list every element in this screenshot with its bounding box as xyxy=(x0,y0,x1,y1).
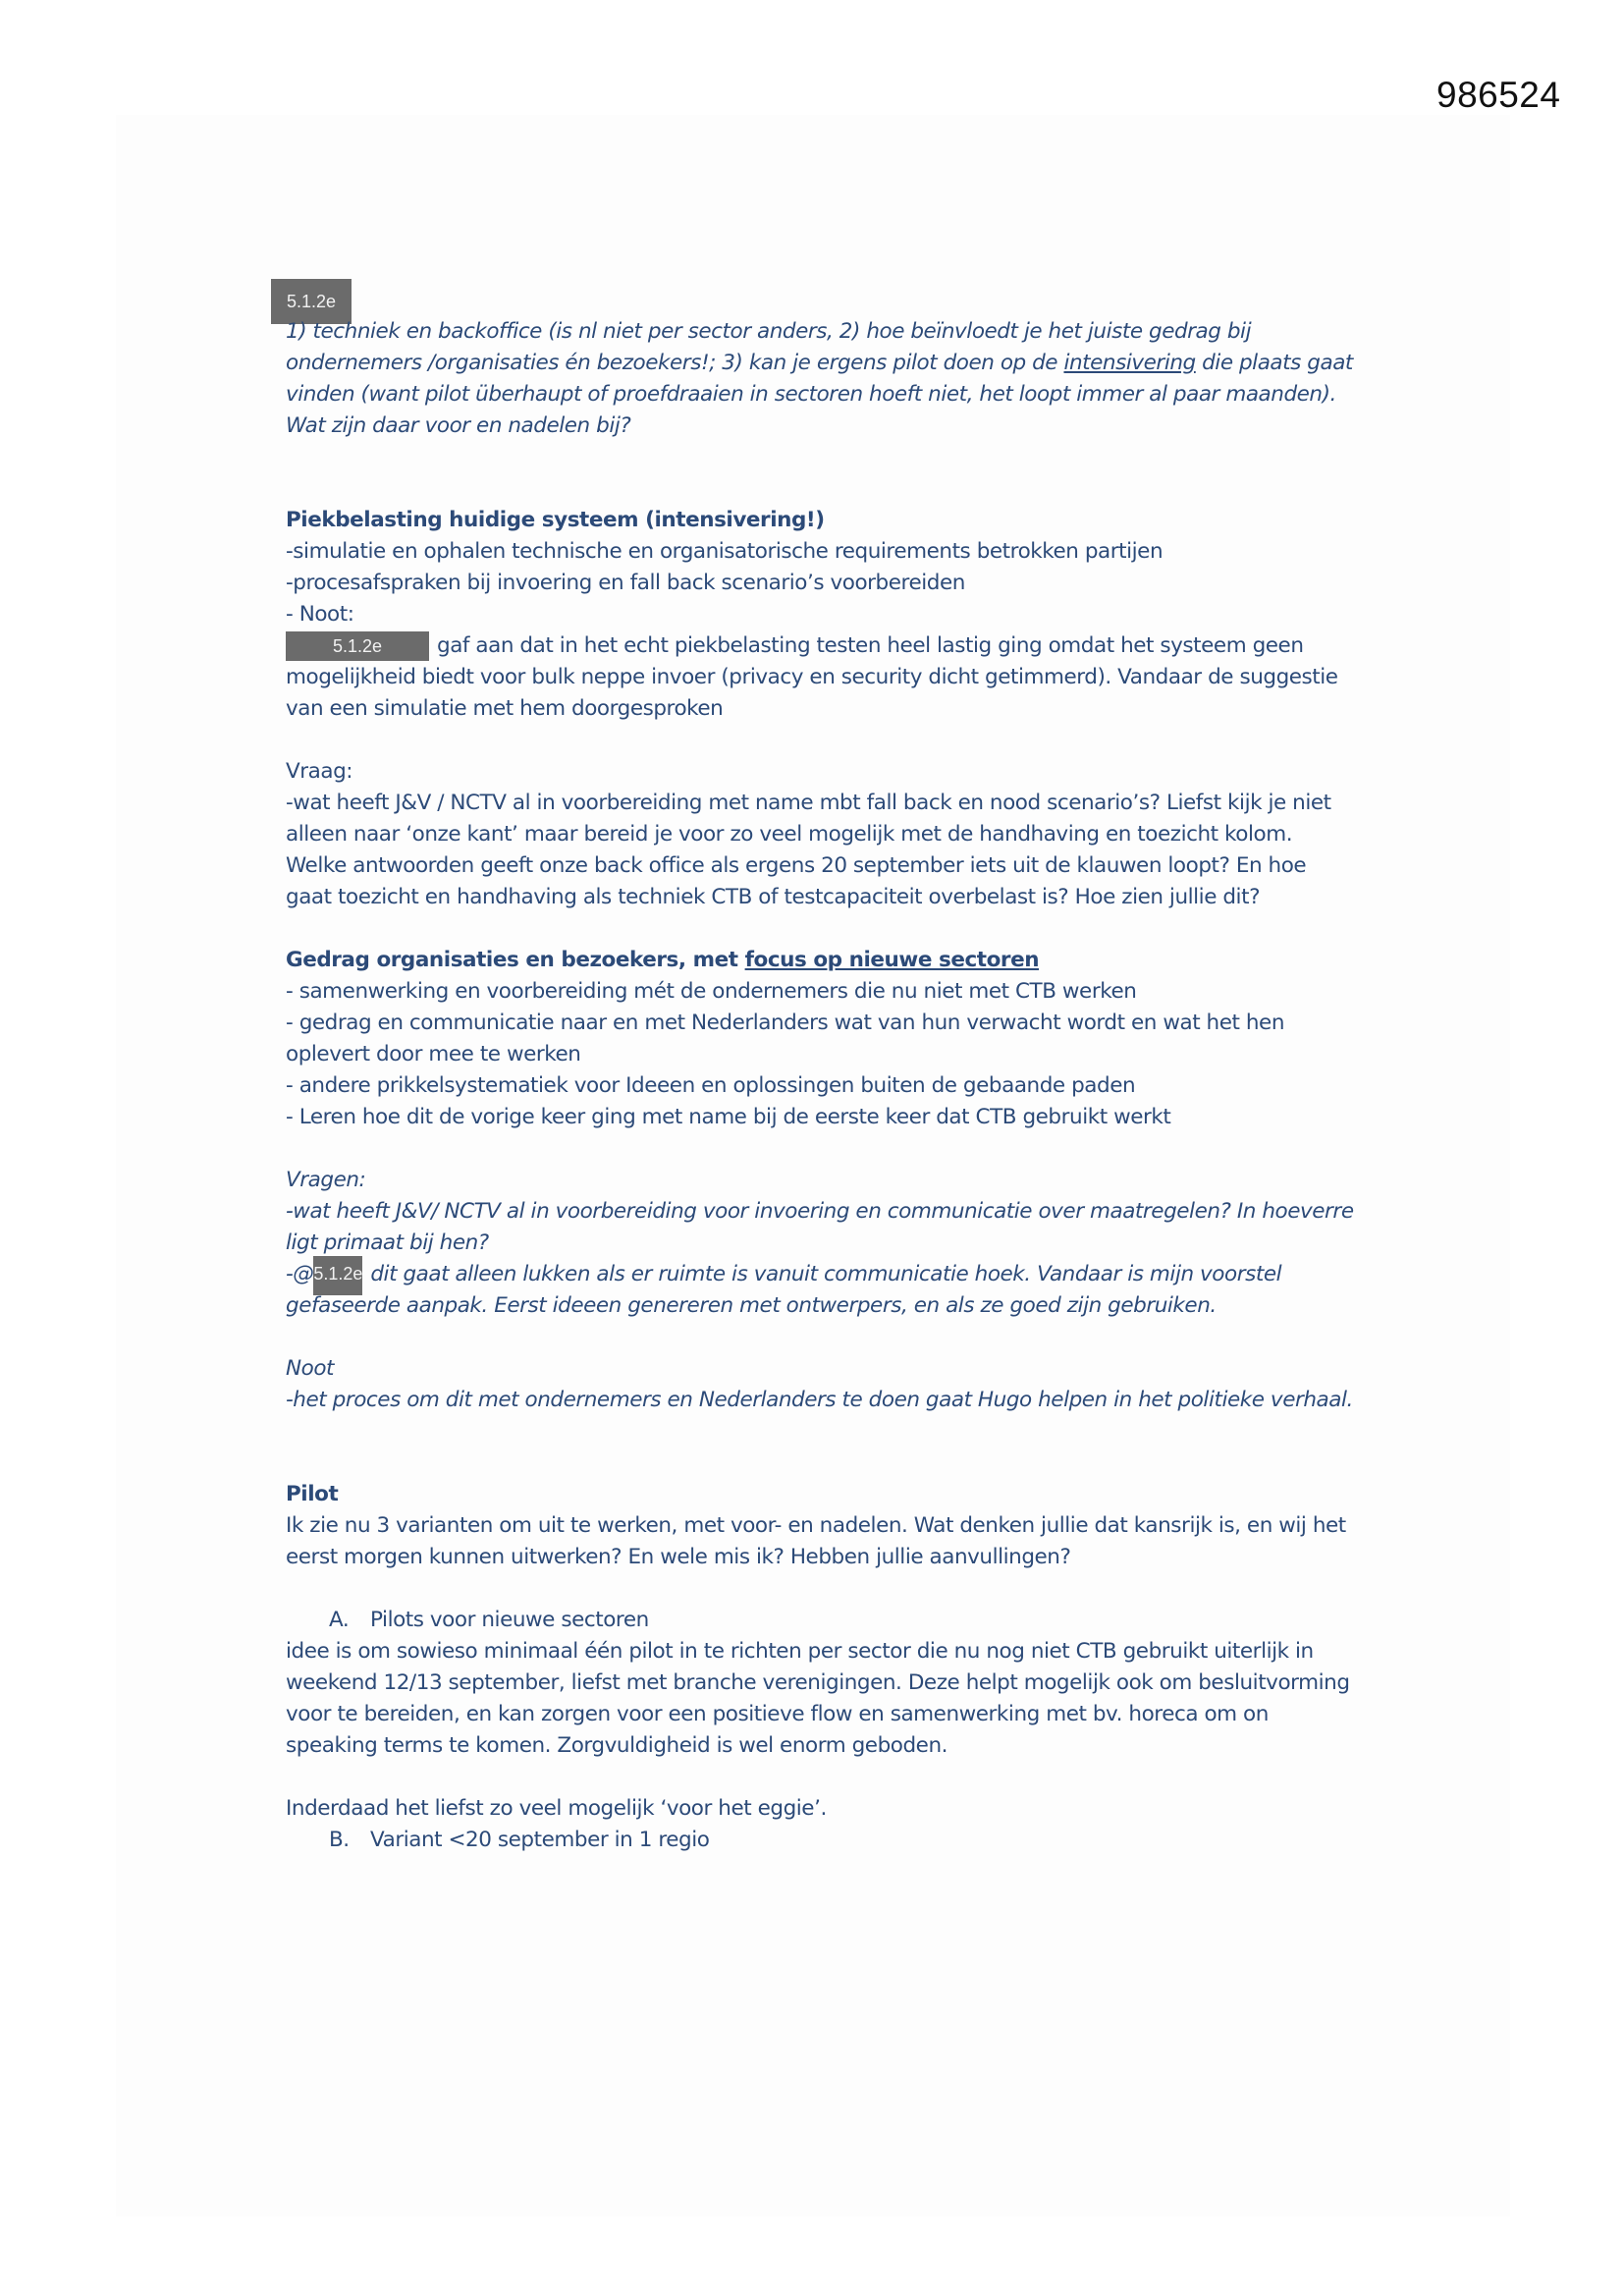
vragen-q1: -wat heeft J&V/ NCTV al in voorbereiding voor invoering en communicatie over maatregelen? In hoeverre ligt primaat bij hen? xyxy=(286,1199,1354,1255)
vragen-label: Vragen: xyxy=(286,1168,366,1192)
section-heading-gedrag xyxy=(286,945,1356,976)
variant-a-text: idee is om sowieso minimaal één pilot in te richten per sector die nu nog niet CTB gebruikt uiterlijk in weekend 12/13 september, liefst met branche verenigingen. Deze helpt mogelijk ook om besluitvorming voor te bereiden, en kan zorgen voor een positieve flow en samenwerking met bv. horeca om on speaking terms te komen. Zorgvuldigheid is wel enorm geboden. xyxy=(286,1639,1350,1758)
gedrag-item: - gedrag en communicatie naar en met Nederlanders wat van hun verwacht wordt en wat het hen oplevert door mee te werken xyxy=(286,1011,1285,1066)
section-heading-pilot: Pilot xyxy=(286,1482,339,1506)
gedrag-item: - Leren hoe dit de vorige keer ging met name bij de eerste keer dat CTB gebruikt werkt xyxy=(286,1105,1171,1129)
variant-label: Pilots voor nieuwe sectoren xyxy=(370,1608,649,1632)
document-body xyxy=(286,316,1356,1856)
list-marker: B. xyxy=(329,1828,350,1852)
redaction-block: 5.1.2e xyxy=(313,1256,362,1295)
redaction-block: 5.1.2e xyxy=(286,631,429,661)
note-text: gaf aan dat in het echt piekbelasting testen heel lastig ging omdat het systeem geen mogelijkheid biedt voor bulk neppe invoer (privacy en security dicht getimmerd). Vandaar de suggestie van een simulatie met hem doorgesproken xyxy=(286,633,1338,721)
intro-text-end: die plaats gaat vinden (want pilot überhaupt of proefdraaien in sectoren hoeft niet, het loopt immer al paar maanden). Wat zijn daar voor en nadelen bij? xyxy=(286,351,1353,438)
intensivering-underlined: intensivering xyxy=(1063,351,1196,375)
piekbelasting-note xyxy=(286,630,1356,725)
pilot-closing: Inderdaad het liefst zo veel mogelijk ‘voor het eggie’. xyxy=(286,1796,827,1821)
noot-text: -het proces om dit met ondernemers en Nederlanders te doen gaat Hugo helpen in het politieke verhaal. xyxy=(286,1388,1353,1412)
variant-label: Variant <20 september in 1 regio xyxy=(370,1828,710,1852)
vraag-text: -wat heeft J&V / NCTV al in voorbereiding met name mbt fall back en nood scenario’s? Liefst kijk je niet alleen naar ‘onze kant’ maar bereid je voor zo veel mogelijk met de handhaving en toezicht kolom. Welke antwoorden geeft onze back office als ergens 20 september iets uit de klauwen loopt? En hoe gaat toezicht en handhaving als techniek CTB of testcapaciteit overbelast is? Hoe zien jullie dit? xyxy=(286,791,1331,909)
gedrag-item: - andere prikkelsystematiek voor Ideeen en oplossingen buiten de gebaande paden xyxy=(286,1073,1136,1098)
intro-paragraph xyxy=(286,316,1356,442)
intro-text: 1) techniek en backoffice (is nl niet per sector anders, 2) hoe beïnvloedt je het juiste gedrag bij ondernemers /organisaties én bezoekers!; 3) kan je ergens pilot doen op de xyxy=(286,319,1252,375)
pilot-intro: Ik zie nu 3 varianten om uit te werken, met voor- en nadelen. Wat denken jullie dat kansrijk is, en wij het eerst morgen kunnen uitwerken? En wele mis ik? Hebben jullie aanvullingen? xyxy=(286,1513,1346,1569)
q2-text: dit gaat alleen lukken als er ruimte is vanuit communicatie hoek. Vandaar is mijn voorstel gefaseerde aanpak. Eerst ideeen genereren met ontwerpers, en als ze goed zijn gebruiken. xyxy=(286,1262,1282,1318)
gedrag-heading-text: Gedrag organisaties en bezoekers, met xyxy=(286,948,745,972)
document-id: 986524 xyxy=(1436,75,1561,115)
mention-prefix: -@ xyxy=(286,1262,314,1286)
list-marker: A. xyxy=(329,1608,350,1632)
gedrag-item: - samenwerking en voorbereiding mét de ondernemers die nu niet met CTB werken xyxy=(286,979,1137,1004)
gedrag-heading-underlined: focus op nieuwe sectoren xyxy=(744,948,1040,972)
piekbelasting-line: -simulatie en ophalen technische en organisatorische requirements betrokken partijen xyxy=(286,539,1164,564)
redaction-block: 5.1.2e xyxy=(271,279,352,324)
noot-label: Noot xyxy=(286,1356,335,1381)
piekbelasting-line: - Noot: xyxy=(286,602,354,627)
variant-b-item xyxy=(286,1825,1356,1856)
piekbelasting-line: -procesafspraken bij invoering en fall back scenario’s voorbereiden xyxy=(286,571,965,595)
variant-a-item xyxy=(286,1605,1356,1636)
vraag-label: Vraag: xyxy=(286,759,353,784)
section-heading-piekbelasting: Piekbelasting huidige systeem (intensivering!) xyxy=(286,508,825,532)
vragen-q2 xyxy=(286,1259,1356,1322)
